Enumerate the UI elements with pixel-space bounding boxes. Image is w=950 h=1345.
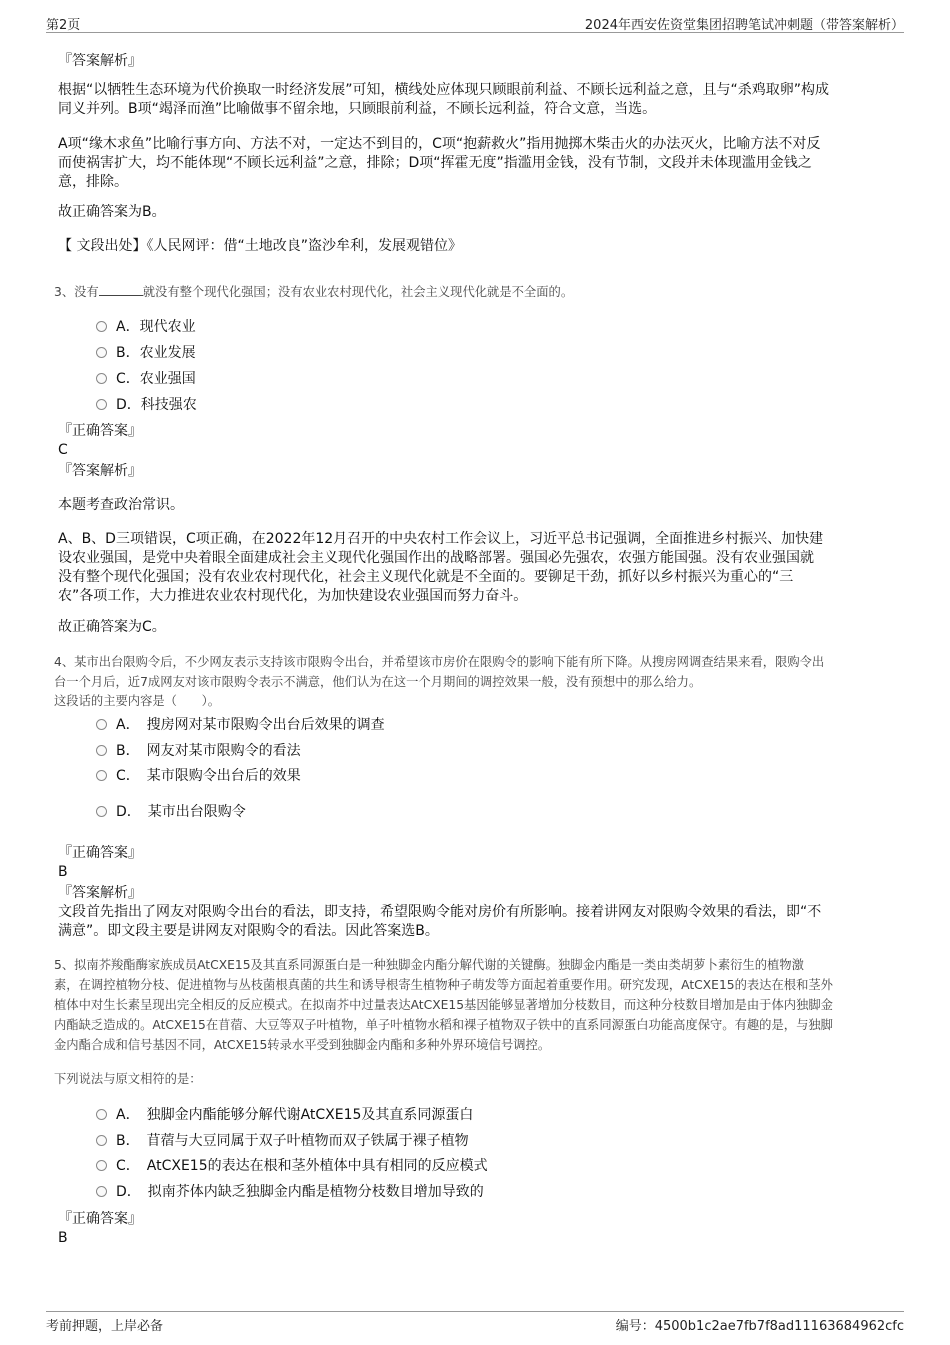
radio-icon[interactable] [96,719,107,730]
q4-stem-line: 这段话的主要内容是（ ）。 [54,694,221,708]
q5-stem-line: 素，在调控植物分枝、促进植物与丛枝菌根真菌的共生和诱导根寄生植物种子萌发等方面起着重要作用。研究发现，AtCXE15的表达在根和茎外 [54,978,833,992]
q3-option-a[interactable]: A．现代农业 [96,318,196,337]
q3-conclusion: 故正确答案为C。 [58,619,166,635]
q5-stem-line: 金内酯合成和信号基因不同，AtCXE15转录水平受到独脚金内酯和多种外界环境信号调控。 [54,1038,551,1052]
q3-option-b[interactable]: B．农业发展 [96,344,196,363]
q5-option-c[interactable]: C． AtCXE15的表达在根和茎外植体中具有相同的反应模式 [96,1157,488,1176]
q5-prompt: 下列说法与原文相符的是： [54,1072,202,1086]
q4-option-c[interactable]: C． 某市限购令出台后的效果 [96,767,301,786]
page-header [46,14,904,33]
q4-stem-line: 4、某市出台限购令后，不少网友表示支持该市限购令出台，并希望该市房价在限购令的影响下能有所下降。从搜房网调查结果来看，限购令出 [54,655,825,669]
q5-stem-line: 内酯缺乏造成的。AtCXE15在苜蓿、大豆等双子叶植物，单子叶植物水稻和裸子植物双子铁中的直系同源蛋白功能高度保守。有趣的是，与独脚 [54,1018,833,1032]
q2-conclusion: 故正确答案为B。 [58,204,166,220]
q2-analysis-label: 『答案解析』 [58,53,142,69]
q4-option-a[interactable]: A． 搜房网对某市限购令出台后效果的调查 [96,716,385,735]
q5-stem-line: 5、拟南芥羧酯酶家族成员AtCXE15及其直系同源蛋白是一种独脚金内酯分解代谢的关键酶。独脚金内酯是一类由类胡萝卜素衍生的植物激 [54,958,804,972]
radio-icon[interactable] [96,321,107,332]
q3-stem-prefix: 3、没有 [54,285,99,299]
q2-analysis-line: 根据“以牺牲生态环境为代价换取一时经济发展”可知，横线处应体现只顾眼前利益、不顾长远利益之意，且与“杀鸡取卵”构成 [58,82,830,98]
q2-analysis-line: 而使祸害扩大，均不能体现“不顾长远利益”之意，排除；D项“挥霍无度”指滥用金钱，没有节制，文段并未体现滥用金钱之 [58,155,812,171]
q3-answer: C [58,442,68,458]
radio-icon[interactable] [96,1135,107,1146]
radio-icon[interactable] [96,1186,107,1197]
q4-analysis-line: 文段首先指出了网友对限购令出台的看法，即支持，希望限购令能对房价有所影响。接着讲网友对限购令效果的看法，即“不 [58,904,822,920]
q3-stem-suffix: 就没有整个现代化强国；没有农业农村现代化，社会主义现代化就是不全面的。 [142,285,574,299]
q2-source: 【 文段出处】《人民网评：借“土地改良”盗沙牟利，发展观错位》 [58,238,462,254]
q3-analysis-line: 没有整个现代化强国；没有农业农村现代化，社会主义现代化就是不全面的。要铆足干劲，抓好以乡村振兴为重心的“三 [58,569,794,585]
radio-icon[interactable] [96,806,107,817]
radio-icon[interactable] [96,745,107,756]
footer-slogan: 考前押题，上岸必备 [46,1319,164,1334]
radio-icon[interactable] [96,1160,107,1171]
q3-option-c[interactable]: C．农业强国 [96,370,196,389]
page-footer [46,1311,904,1334]
q3-analysis-line: 本题考查政治常识。 [58,497,184,513]
q2-analysis-line: 同义并列。B项“竭泽而渔”比喻做事不留余地，只顾眼前利益，不顾长远利益，符合文意，当选。 [58,101,657,117]
q3-analysis-line: A、B、D三项错误，C项正确，在2022年12月召开的中央农村工作会议上，习近平总书记强调，全面推进乡村振兴、加快建 [58,531,824,547]
q2-analysis-line: A项“缘木求鱼”比喻行事方向、方法不对，一定达不到目的，C项“抱薪救火”指用抛掷木柴击火的办法灭火，比喻方法不对反 [58,136,821,152]
q4-stem-line: 台一个月后，近7成网友对该市限购令表示不满意，他们认为在这一个月期间的调控效果一般，没有预想中的那么给力。 [54,675,702,689]
radio-icon[interactable] [96,373,107,384]
q4-option-d[interactable]: D． 某市出台限购令 [96,803,246,822]
q5-option-b[interactable]: B． 苜蓿与大豆同属于双子叶植物而双子铁属于裸子植物 [96,1132,469,1151]
document-title: 2024年西安佐资堂集团招聘笔试冲刺题（带答案解析） [584,18,904,33]
q3-answer-label: 『正确答案』 [58,423,142,439]
q3-option-d[interactable]: D．科技强农 [96,396,197,415]
radio-icon[interactable] [96,399,107,410]
document-id: 编号：4500b1c2ae7fb7f8ad11163684962cfc [615,1319,904,1334]
q3-stem [54,282,900,302]
radio-icon[interactable] [96,770,107,781]
q5-answer: B [58,1230,68,1246]
fill-blank [99,282,143,296]
q3-analysis-label: 『答案解析』 [58,463,142,479]
q4-option-b[interactable]: B． 网友对某市限购令的看法 [96,742,301,761]
radio-icon[interactable] [96,1109,107,1120]
q3-analysis-line: 设农业强国，是党中央着眼全面建成社会主义现代化强国作出的战略部署。强国必先强农，农强方能国强。没有农业强国就 [58,550,814,566]
q5-stem-line: 植体中对生长素呈现出完全相反的反应模式。在拟南芥中过量表达AtCXE15基因能够显著增加分枝数目，而这种分枝数目增加是由于体内独脚金 [54,998,833,1012]
q3-analysis-line: 农”各项工作，大力推进农业农村现代化，为加快建设农业强国而努力奋斗。 [58,588,528,604]
q5-answer-label: 『正确答案』 [58,1211,142,1227]
q2-analysis-line: 意，排除。 [58,174,128,190]
q4-analysis-label: 『答案解析』 [58,885,142,901]
page-number: 第2页 [46,18,81,33]
radio-icon[interactable] [96,347,107,358]
q5-option-d[interactable]: D． 拟南芥体内缺乏独脚金内酯是植物分枝数目增加导致的 [96,1183,484,1202]
q4-analysis-line: 满意”。即文段主要是讲网友对限购令的看法。因此答案选B。 [58,923,439,939]
q4-answer: B [58,864,68,880]
q5-option-a[interactable]: A． 独脚金内酯能够分解代谢AtCXE15及其直系同源蛋白 [96,1106,473,1125]
q4-answer-label: 『正确答案』 [58,845,142,861]
